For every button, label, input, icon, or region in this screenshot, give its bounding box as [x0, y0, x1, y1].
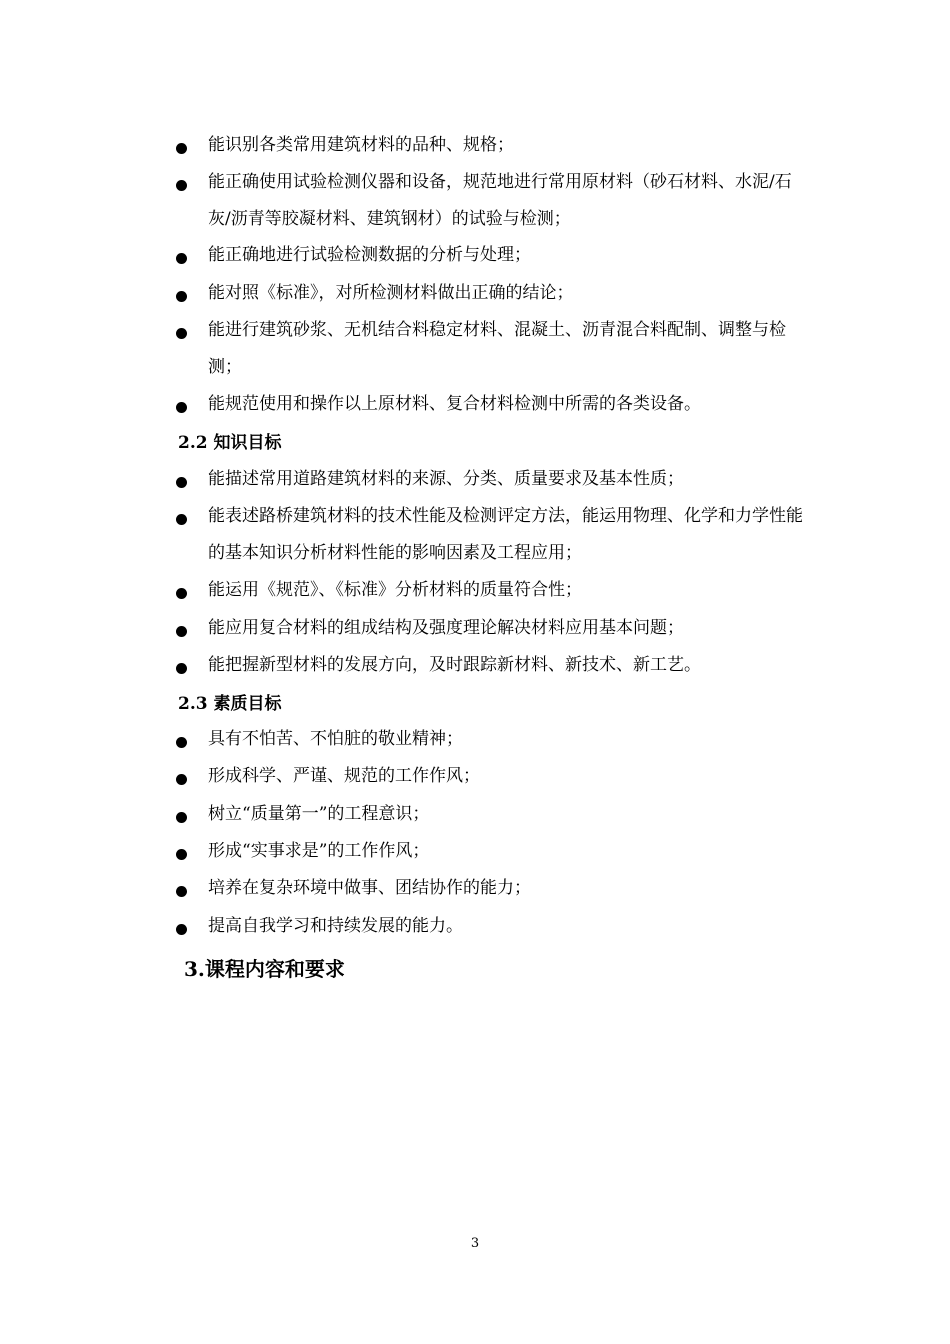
bullet-icon	[176, 588, 187, 599]
list-item-text: 能应用复合材料的组成结构及强度理论解决材料应用基本问题；	[208, 618, 684, 638]
section-heading-2-2: 2.2 知识目标	[178, 433, 282, 453]
section-heading-2-3: 2.3 素质目标	[178, 694, 282, 714]
list-item-text: 树立“质量第一”的工程意识；	[208, 804, 430, 824]
bullet-icon	[176, 477, 187, 488]
bullet-icon	[176, 663, 187, 674]
list-item-text: 能表述路桥建筑材料的技术性能及检测评定方法，能运用物理、化学和力学性能的基本知识分析材料性能的影响因素及工程应用；	[208, 506, 803, 563]
list-item-text: 能正确地进行试验检测数据的分析与处理；	[208, 245, 531, 265]
bullet-icon	[176, 328, 187, 339]
list-item-text: 提高自我学习和持续发展的能力。	[208, 916, 463, 936]
section-heading-3: 3.课程内容和要求	[184, 957, 345, 981]
bullet-icon	[176, 291, 187, 302]
bullet-icon	[176, 180, 187, 191]
list-item-text: 能运用《规范》、《标准》分析材料的质量符合性；	[208, 580, 582, 600]
list-item-text: 能把握新型材料的发展方向，及时跟踪新材料、新技术、新工艺。	[208, 655, 701, 675]
list-item-text: 形成“实事求是”的工作作风；	[208, 841, 430, 861]
page-number: 3	[470, 1236, 480, 1251]
bullet-icon	[176, 626, 187, 637]
list-item-text: 能规范使用和操作以上原材料、复合材料检测中所需的各类设备。	[208, 394, 701, 414]
bullet-icon	[176, 774, 187, 785]
list-item-text: 能正确使用试验检测仪器和设备，规范地进行常用原材料（砂石材料、水泥/石灰/沥青等胶凝材料、建筑钢材）的试验与检测；	[208, 172, 792, 229]
bullet-icon	[176, 849, 187, 860]
bullet-icon	[176, 514, 187, 525]
bullet-icon	[176, 812, 187, 823]
bullet-icon	[176, 924, 187, 935]
list-item-text: 能描述常用道路建筑材料的来源、分类、质量要求及基本性质；	[208, 469, 684, 489]
list-item-text: 形成科学、严谨、规范的工作作风；	[208, 766, 480, 786]
list-item-text: 培养在复杂环境中做事、团结协作的能力；	[208, 878, 531, 898]
list-item-text: 能对照《标准》，对所检测材料做出正确的结论；	[208, 283, 574, 303]
bullet-icon	[176, 253, 187, 264]
bullet-icon	[176, 886, 187, 897]
bullet-icon	[176, 143, 187, 154]
bullet-icon	[176, 402, 187, 413]
list-item-text: 能进行建筑砂浆、无机结合料稳定材料、混凝土、沥青混合料配制、调整与检测；	[208, 320, 786, 377]
list-item-text: 具有不怕苦、不怕脏的敬业精神；	[208, 729, 463, 749]
bullet-icon	[176, 737, 187, 748]
list-item-text: 能识别各类常用建筑材料的品种、规格；	[208, 135, 514, 155]
